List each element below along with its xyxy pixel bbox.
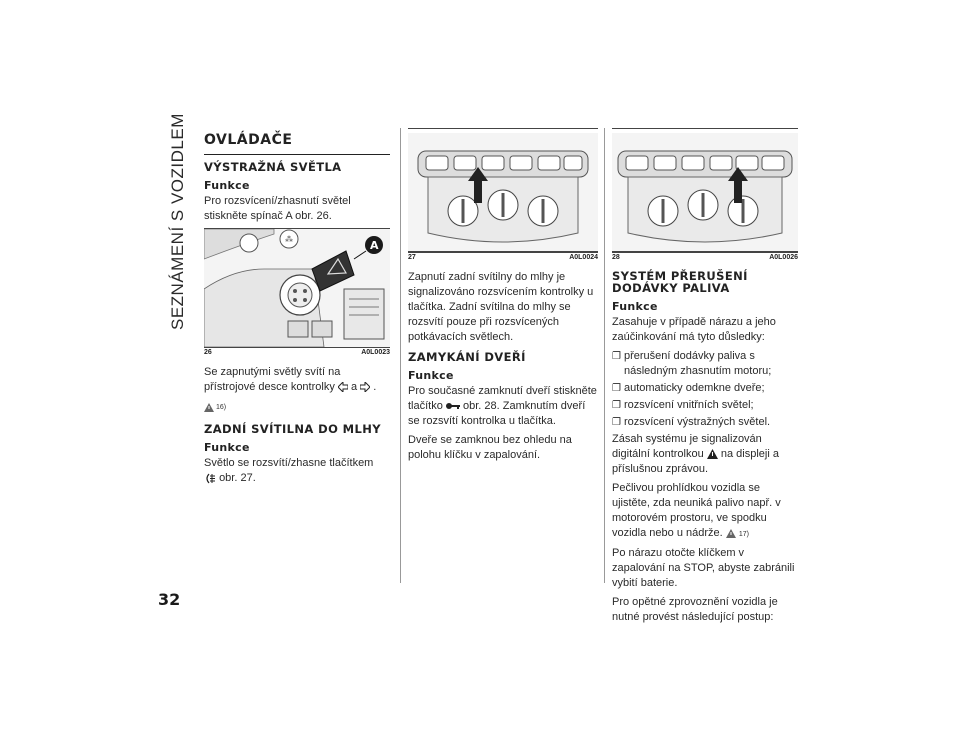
paragraph: Pro opětné zprovoznění vozidla je nutné provést následující postup: bbox=[612, 596, 778, 623]
section-heading: ZADNÍ SVÍTILNA DO MLHY bbox=[204, 422, 381, 436]
section-heading: ZAMYKÁNÍ DVEŘÍ bbox=[408, 350, 526, 364]
warning-triangle-icon bbox=[707, 449, 718, 459]
paragraph: Pečlivou prohlídkou vozidla se ujistěte, zda neuniká palivo např. v motorovém prostoru, ve spodku vozidla nebo u nádrže. 17) bbox=[612, 482, 781, 539]
paragraph: Zasahuje v případě nárazu a jeho zaúčinkování má tyto důsledky: bbox=[612, 316, 776, 343]
rear-fog-light-icon bbox=[204, 473, 216, 484]
figure-number: 27 bbox=[408, 254, 416, 261]
hazard-switch-illustration bbox=[204, 229, 390, 347]
dashboard-fog-button-illustration bbox=[408, 133, 598, 251]
column-divider bbox=[604, 128, 605, 583]
column-2 bbox=[408, 128, 598, 467]
section-heading: SYSTÉM PŘERUŠENÍ DODÁVKY PALIVA bbox=[612, 269, 748, 295]
figure-number: 28 bbox=[612, 254, 620, 261]
turn-left-indicator-icon bbox=[338, 382, 348, 392]
figure-number: 26 bbox=[204, 349, 212, 356]
subsection-heading: Funkce bbox=[204, 441, 250, 454]
section-heading: VÝSTRAŽNÁ SVĚTLA bbox=[204, 160, 342, 174]
column-1 bbox=[204, 128, 390, 490]
list-item: ❐ rozsvícení výstražných světel. bbox=[612, 416, 771, 428]
figure-27 bbox=[408, 133, 598, 252]
column-divider bbox=[400, 128, 401, 583]
chapter-heading: OVLÁDAČE bbox=[204, 132, 293, 148]
subsection-heading: Funkce bbox=[612, 300, 658, 313]
figure-code: A0L0023 bbox=[361, 349, 390, 356]
list-item: ❐ přerušení dodávky paliva s následným zhasnutím motoru; bbox=[612, 350, 772, 377]
door-lock-key-icon bbox=[446, 402, 460, 410]
figure-caption bbox=[408, 252, 598, 262]
heading-rule bbox=[204, 154, 390, 155]
callout-a-label: A bbox=[370, 239, 379, 252]
warning-reference: 16) bbox=[204, 403, 226, 412]
paragraph: Dveře se zamknou bez ohledu na polohu klíčku v zapalování. bbox=[408, 434, 572, 461]
paragraph: Zapnutí zadní svítilny do mlhy je signalizováno rozsvícením kontrolky u tlačítka. Zadní svítilna do mlhy se rozsvítí pouze při rozsvícených potkávacích světlech. bbox=[408, 271, 594, 343]
figure-caption bbox=[204, 348, 390, 357]
paragraph: Světlo se rozsvítí/zhasne tlačítkem obr. 27. bbox=[204, 457, 374, 484]
subsection-heading: Funkce bbox=[408, 369, 454, 382]
dashboard-lock-button-illustration bbox=[612, 133, 798, 251]
paragraph: Pro současné zamknutí dveří stiskněte tlačítko obr. 28. Zamknutím dveří se rozsvítí kontrolka u tlačítka. bbox=[408, 385, 597, 427]
column-3 bbox=[612, 128, 798, 629]
paragraph: Pro rozsvícení/zhasnutí světel stiskněte spínač A obr. 26. bbox=[204, 195, 351, 222]
list-item: ❐ rozsvícení vnitřních světel; bbox=[612, 399, 754, 411]
top-rule bbox=[408, 128, 598, 129]
list-item: ❐ automaticky odemkne dveře; bbox=[612, 382, 765, 394]
subsection-heading: Funkce bbox=[204, 179, 250, 192]
figure-caption bbox=[612, 252, 798, 262]
turn-right-indicator-icon bbox=[360, 382, 370, 392]
paragraph: Po nárazu otočte klíčkem v zapalování na STOP, abyste zabránili vybití baterie. bbox=[612, 547, 795, 589]
figure-26 bbox=[204, 228, 390, 348]
page-number: 32 bbox=[158, 590, 181, 609]
paragraph: Zásah systému je signalizován digitální kontrolkou na displeji a příslušnou zprávou. bbox=[612, 433, 779, 475]
svg-text:⁂: ⁂ bbox=[285, 235, 293, 244]
paragraph: Se zapnutými světly svítí na přístrojové desce kontrolky a . bbox=[204, 366, 377, 393]
figure-code: A0L0024 bbox=[569, 254, 598, 261]
warning-triangle-icon bbox=[726, 529, 736, 538]
top-rule bbox=[612, 128, 798, 129]
figure-code: A0L0026 bbox=[769, 254, 798, 261]
section-side-title: SEZNÁMENÍ S VOZIDLEM bbox=[168, 113, 187, 330]
figure-28 bbox=[612, 133, 798, 252]
warning-triangle-icon bbox=[204, 403, 214, 412]
